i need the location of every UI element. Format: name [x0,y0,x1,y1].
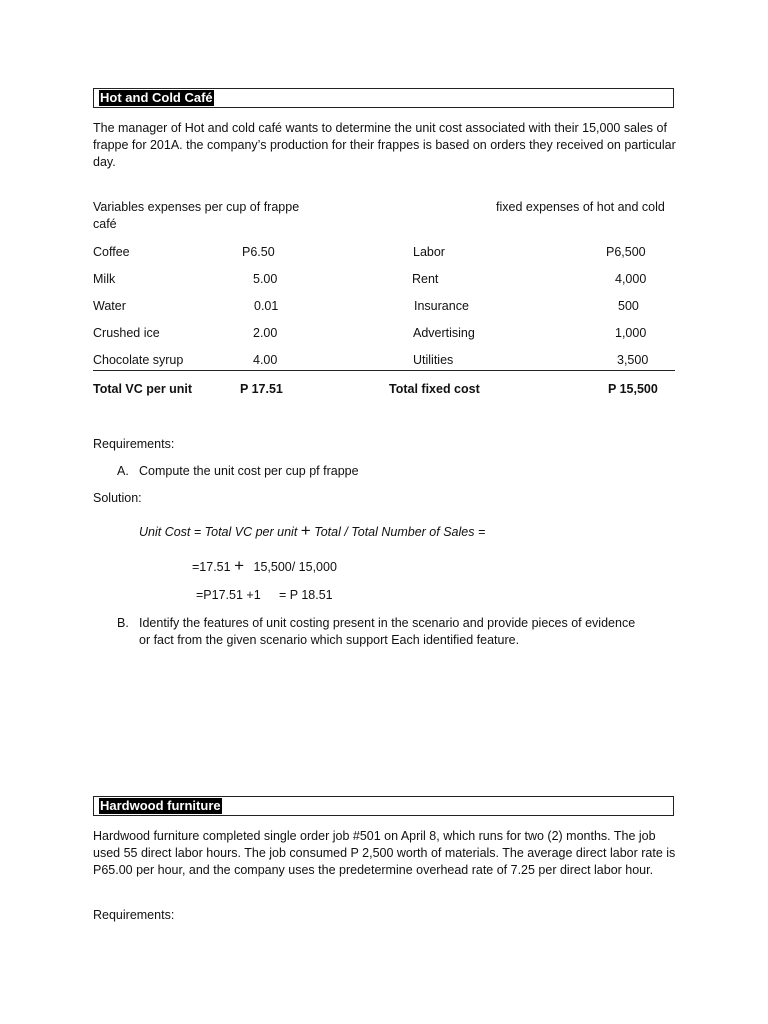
total-vc-value: P 17.51 [240,382,283,396]
list-marker: A. [117,464,129,478]
fixed-item-label: Rent [412,272,439,286]
calc2-right: = P 18.51 [279,588,333,602]
requirement-b-line1: Identify the features of unit costing present in the scenario and provide pieces of evidence [139,616,636,630]
total-fixed-label: Total fixed cost [389,382,480,396]
section-title-box [93,88,674,108]
total-vc-label: Total VC per unit [93,382,193,396]
fixed-item-label: Labor [413,245,445,259]
requirement-b-line2: or fact from the given scenario which support Each identified feature. [139,633,520,647]
section-title: Hot and Cold Café [100,90,213,105]
variable-item-label: Crushed ice [93,326,160,340]
intro-paragraph: The manager of Hot and cold café wants to determine the unit cost associated with their 15,000 sales of frappe for 201A. the company’s production for their frappes is based on orders they received on particular day. [93,121,676,169]
formula-line [139,521,485,541]
variable-item-value: 4.00 [253,353,278,367]
calc2-left: =P17.51 +1 [196,588,261,602]
fixed-item-value: 500 [618,299,639,313]
fixed-item-value: 1,000 [615,326,647,340]
fixed-expenses-header: fixed expenses of hot and cold [496,200,665,214]
variable-item-label: Chocolate syrup [93,353,184,367]
requirements-heading: Requirements: [93,908,175,922]
variable-item-value: 5.00 [253,272,278,286]
variable-item-value: P6.50 [242,245,275,259]
plus-sign: + [234,556,245,575]
formula-left: Unit Cost = Total VC per unit [139,525,298,539]
fixed-item-value: 4,000 [615,272,647,286]
solution-heading: Solution: [93,491,142,505]
intro-paragraph: Hardwood furniture completed single order job #501 on April 8, which runs for two (2) months. The job used 55 direct labor hours. The job consumed P 2,500 worth of materials. The average direct labor rate is P65.00 per hour, and the company uses the predetermine overhead rate of 7.25 per direct labor hour. [93,829,676,877]
section-title: Hardwood furniture [100,798,221,813]
variable-item-value: 2.00 [253,326,278,340]
section-title-box [93,796,674,816]
list-marker: B. [117,616,129,630]
calc1-right: 15,500/ 15,000 [253,560,337,574]
variable-item-value: 0.01 [254,299,279,313]
formula-right: Total / Total Number of Sales = [314,525,486,539]
variable-item-label: Water [93,299,126,313]
variable-expenses-header-cont: café [93,217,117,231]
fixed-item-value: 3,500 [617,353,649,367]
requirements-heading: Requirements: [93,437,175,451]
variable-expenses-header: Variables expenses per cup of frappe [93,200,300,214]
fixed-item-value: P6,500 [606,245,646,259]
fixed-item-label: Advertising [413,326,475,340]
calc1-left: =17.51 [192,560,231,574]
calculation-line-1 [192,556,337,576]
variable-item-label: Coffee [93,245,130,259]
totals-divider [93,370,675,371]
plus-sign: + [300,521,311,540]
fixed-item-label: Insurance [414,299,469,313]
requirement-a: Compute the unit cost per cup pf frappe [139,464,359,478]
variable-item-label: Milk [93,272,116,286]
fixed-item-label: Utilities [413,353,454,367]
total-fixed-value: P 15,500 [608,382,658,396]
